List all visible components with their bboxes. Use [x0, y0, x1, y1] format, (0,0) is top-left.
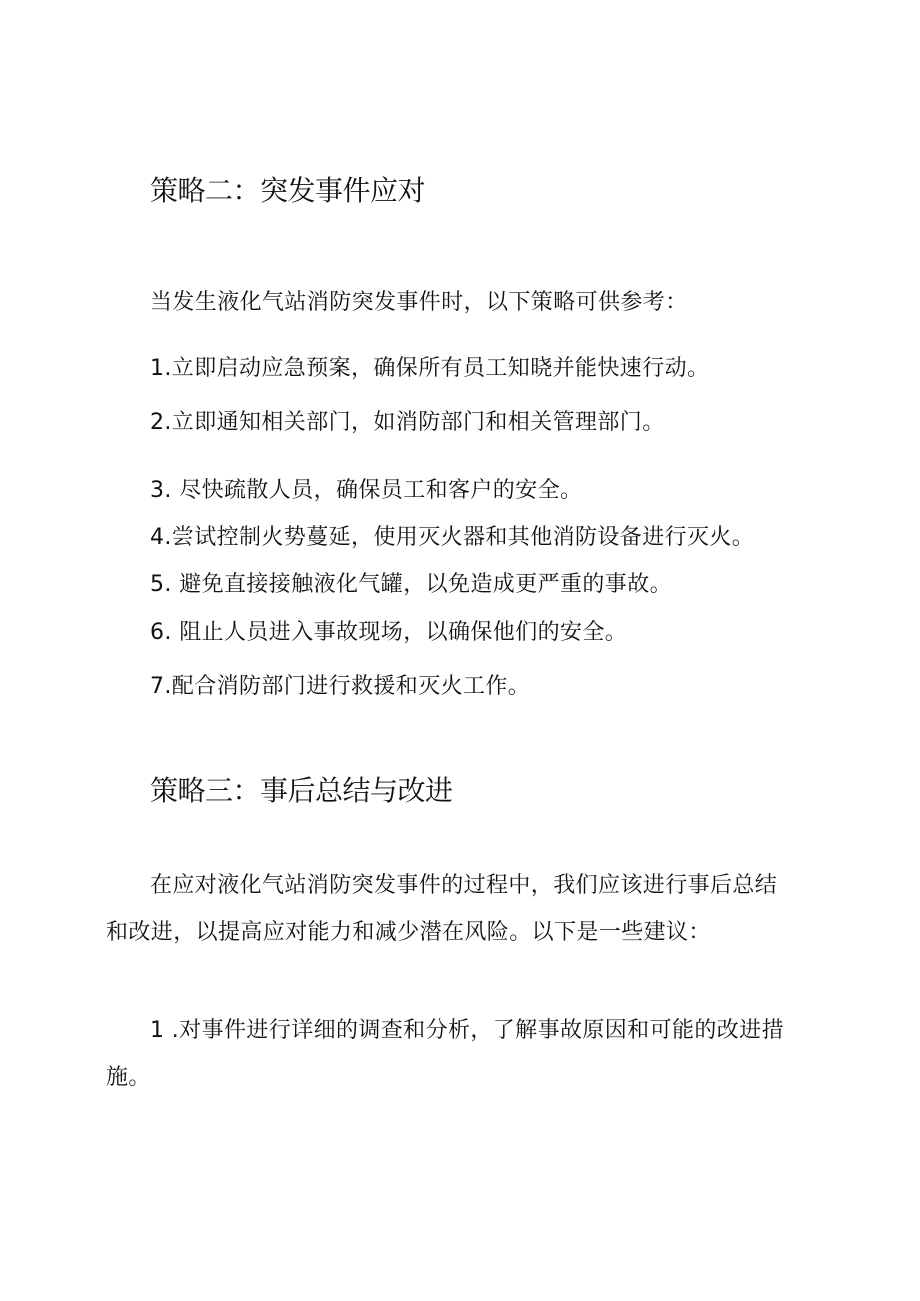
section2-item-1: [150, 354, 709, 384]
item-number: 5: [150, 572, 165, 597]
section3-heading: 策略三：事后总结与改进: [150, 774, 453, 807]
section2-item-5: [150, 570, 672, 600]
section3-item-1-line-2: 施。: [106, 1065, 151, 1090]
item-number: 4: [150, 525, 165, 550]
item-text: .立即通知相关部门，如消防部门和相关管理部门。: [164, 410, 665, 435]
section2-item-2: [150, 408, 665, 438]
item-number: 1.: [150, 356, 172, 381]
section2-intro: 当发生液化气站消防突发事件时，以下策略可供参考：: [150, 290, 688, 315]
section3-paragraph-line-1: 在应对液化气站消防突发事件的过程中，我们应该进行事后总结: [150, 873, 778, 898]
item-text: . 尽快疏散人员，确保员工和客户的安全。: [164, 478, 583, 503]
item-text: .尝试控制火势蔓延，使用灭火器和其他消防设备进行灭火。: [164, 525, 755, 550]
item-text: 立即启动应急预案，确保所有员工知晓并能快速行动。: [171, 356, 710, 381]
item-number: 7: [150, 674, 165, 699]
section2-item-6: [150, 618, 627, 648]
section3-paragraph-line-2: 和改进，以提高应对能力和减少潜在风险。以下是一些建议：: [106, 920, 711, 945]
section2-item-4: [150, 523, 754, 553]
item-text: . 阻止人员进入事故现场，以确保他们的安全。: [164, 620, 628, 645]
section3-item-1-line-1: 1 .对事件进行详细的调查和分析，了解事故原因和可能的改进措: [150, 1018, 784, 1043]
section2-item-3: [150, 476, 582, 506]
item-number: 2: [150, 410, 165, 435]
section2-item-7: [150, 672, 530, 702]
section2-heading: 策略二：突发事件应对: [150, 174, 426, 207]
item-text: . 避免直接接触液化气罐，以免造成更严重的事故。: [164, 572, 672, 597]
item-text: .配合消防部门进行救援和灭火工作。: [164, 674, 531, 699]
item-number: 6: [150, 620, 165, 645]
item-number: 3: [150, 478, 165, 503]
